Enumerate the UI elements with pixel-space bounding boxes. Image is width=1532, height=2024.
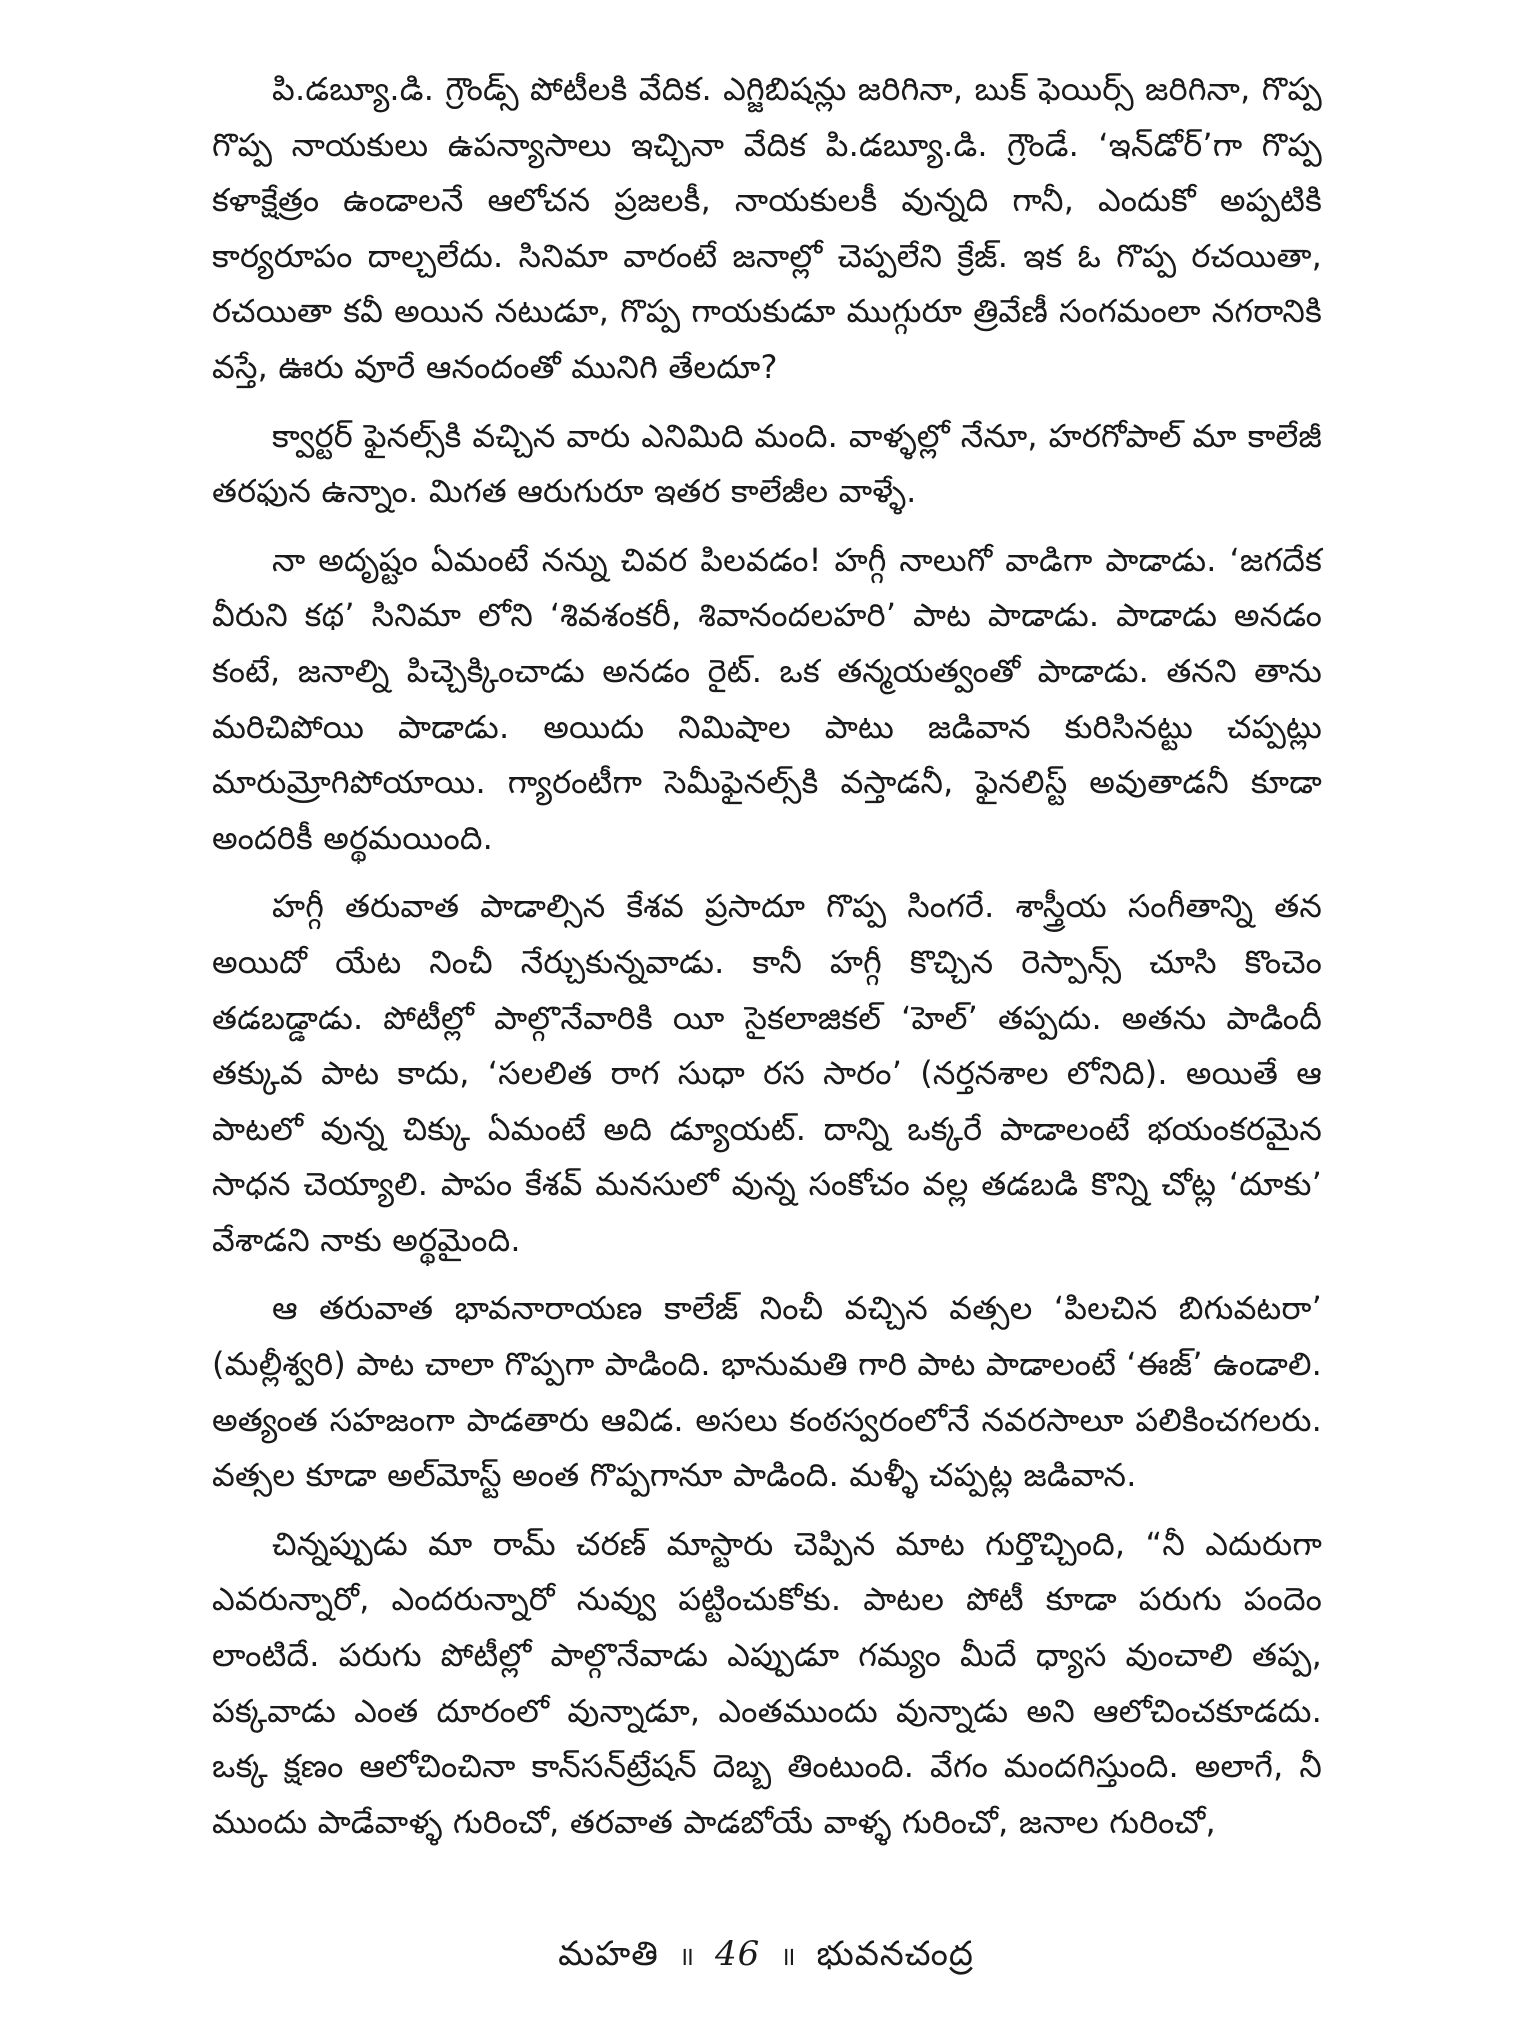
page-number: 46 xyxy=(715,1934,761,1974)
footer-separator: ॥ xyxy=(678,1942,696,1972)
paragraph: హగ్గీ తరువాత పాడాల్సిన కేశవ ప్రసాదూ గొప్ప సింగరే. శాస్త్రీయ సంగీతాన్ని తన అయిదో యేట నించీ నేర్చుకున్నవాడు. కానీ హగ్గీ కొచ్చిన రెస్పాన్స్ చూసి కొంచెం తడబడ్డాడు. పోటీల్లో పాల్గొనేవారికి యీ సైకలాజికల్ ‘హెల్’ తప్పదు. అతను పాడిందీ తక్కువ పాట కాదు, ‘సలలిత రాగ సుధా రస సారం’ (నర్తనశాల లోనిది). అయితే ఆ పాటలో వున్న చిక్కు ఏమంటే అది డ్యూయట్. దాన్ని ఒక్కరే పాడాలంటే భయంకరమైన సాధన చెయ్యాలి. పాపం కేశవ్ మనసులో వున్న సంకోచం వల్ల తడబడి కొన్ని చోట్ల ‘దూకు’ వేశాడని నాకు అర్థమైంది. xyxy=(212,887,1322,1259)
author-name: భువనచంద్ర xyxy=(816,1934,974,1974)
paragraph: నా అదృష్టం ఏమంటే నన్ను చివర పిలవడం! హగ్గీ నాలుగో వాడిగా పాడాడు. ‘జగదేక వీరుని కథ’ సినిమా లోని ‘శివశంకరీ, శివానందలహరి’ పాట పాడాడు. పాడాడు అనడం కంటే, జనాల్ని పిచ్చెక్కించాడు అనడం రైట్. ఒక తన్మయత్వంతో పాడాడు. తనని తాను మరిచిపోయి పాడాడు. అయిదు నిమిషాల పాటు జడివాన కురిసినట్టు చప్పట్లు మారుమ్రోగిపోయాయి. గ్యారంటీగా సెమీఫైనల్స్‌కి వస్తాడనీ, ఫైనలిస్ట్ అవుతాడనీ కూడా అందరికీ అర్థమయింది. xyxy=(212,540,1322,857)
paragraph: క్వార్టర్ ఫైనల్స్‌కి వచ్చిన వారు ఎనిమిది మంది. వాళ్ళల్లో నేనూ, హరగోపాల్ మా కాలేజీ తరఫున ఉన్నాం. మిగత ఆరుగురూ ఇతర కాలేజీల వాళ్ళే. xyxy=(212,416,1322,511)
page-footer xyxy=(0,1932,1532,1979)
body-text xyxy=(212,62,1322,1863)
paragraph: చిన్నప్పుడు మా రామ్ చరణ్ మాస్టారు చెప్పిన మాట గుర్తొచ్చింది, “నీ ఎదురుగా ఎవరున్నారో, ఎందరున్నారో నువ్వు పట్టించుకోకు. పాటల పోటీ కూడా పరుగు పందెం లాంటిదే. పరుగు పోటీల్లో పాల్గొనేవాడు ఎప్పుడూ గమ్యం మీదే ధ్యాస వుంచాలి తప్ప, పక్కవాడు ఎంత దూరంలో వున్నాడూ, ఎంతముందు వున్నాడు అని ఆలోచించకూడదు. ఒక్క క్షణం ఆలోచించినా కాన్‌సన్‌ట్రేషన్ దెబ్బ తింటుంది. వేగం మందగిస్తుంది. అలాగే, నీ ముందు పాడేవాళ్ళ గురించో, తరవాత పాడబోయే వాళ్ళ గురించో, జనాల గురించో, xyxy=(212,1524,1322,1841)
book-title: మహతి xyxy=(558,1934,659,1974)
paragraph: పి.డబ్యూ.డి. గ్రౌండ్స్ పోటీలకి వేదిక. ఎగ్జిబిషన్లు జరిగినా, బుక్ ఫెయిర్స్ జరిగినా, గొప్ప గొప్ప నాయకులు ఉపన్యాసాలు ఇచ్చినా వేదిక పి.డబ్యూ.డి. గ్రౌండే. ‘ఇన్‌డోర్’గా గొప్ప కళాక్షేత్రం ఉండాలనే ఆలోచన ప్రజలకీ, నాయకులకీ వున్నది గానీ, ఎందుకో అప్పటికి కార్యరూపం దాల్చలేదు. సినిమా వారంటే జనాల్లో చెప్పలేని క్రేజ్. ఇక ఓ గొప్ప రచయితా, రచయితా కవీ అయిన నటుడూ, గొప్ప గాయకుడూ ముగ్గురూ త్రివేణీ సంగమంలా నగరానికి వస్తే, ఊరు వూరే ఆనందంతో మునిగి తేలదూ? xyxy=(212,70,1322,386)
paragraph: ఆ తరువాత భావనారాయణ కాలేజ్ నించీ వచ్చిన వత్సల ‘పిలచిన బిగువటరా’ (మల్లీశ్వరి) పాట చాలా గొప్పగా పాడింది. భానుమతి గారి పాట పాడాలంటే ‘ఈజ్’ ఉండాలి. అత్యంత సహజంగా పాడతారు ఆవిడ. అసలు కంఠస్వరంలోనే నవరసాలూ పలికించగలరు. వత్సల కూడా అల్‌మోస్ట్ అంత గొప్పగానూ పాడింది. మళ్ళీ చప్పట్ల జడివాన. xyxy=(212,1289,1322,1495)
footer-separator: ॥ xyxy=(780,1942,797,1972)
